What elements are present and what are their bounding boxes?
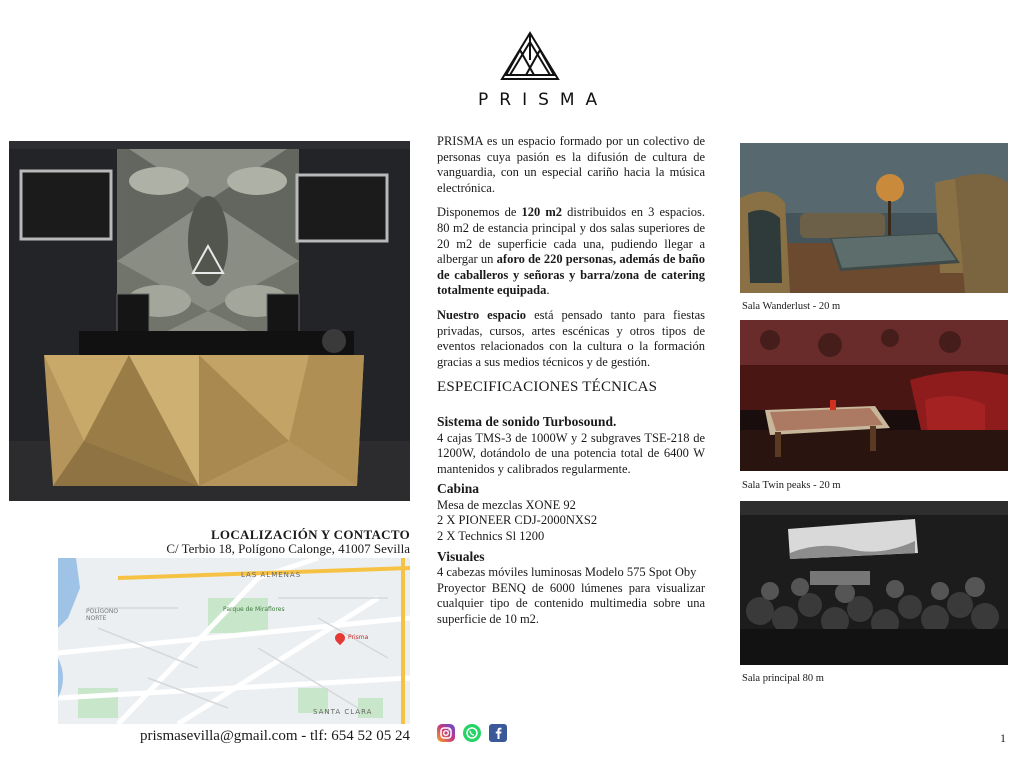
map-label-prisma: Prisma (348, 634, 369, 641)
cabina-list (437, 498, 705, 545)
contact-text: prismasevilla@gmail.com - tlf: 654 52 05 24 (139, 728, 410, 744)
list-item: 2 X PIONEER CDJ-2000NXS2 (437, 513, 598, 528)
map-label-santa-clara: SANTA CLARA (313, 708, 373, 716)
list-item: 2 X Technics Sl 1200 (437, 529, 545, 544)
location-heading: LOCALIZACIÓN Y CONTACTO (210, 527, 410, 542)
sound-text: 4 cajas TMS-3 de 1000W y 2 subgraves TSE-218 de 1200W, dotándolo de una potencia total de 6400 W mantenidos y calibrados regularmente. (437, 430, 705, 476)
intro-paragraph: PRISMA es un espacio formado por un colectivo de personas cuya pasión es la difusión de cultura de vanguardia, con un especial cariño hacia la música electrónica. (437, 134, 705, 195)
instagram-icon[interactable] (437, 724, 455, 742)
list-item: Proyector BENQ de 6000 lúmenes para visualizar cualquier tipo de contenido multimedia sobre una superficie de 10 m2. (437, 580, 705, 627)
wanderlust-room-photo (740, 143, 1008, 293)
list-item: Mesa de mezclas XONE 92 (437, 497, 576, 512)
page-number: 1 (1000, 731, 1006, 745)
dj-booth-photo (9, 141, 410, 501)
twin-peaks-room-photo (740, 320, 1008, 471)
specs-title: ESPECIFICACIONES TÉCNICAS (437, 379, 658, 396)
whatsapp-icon[interactable] (463, 724, 481, 742)
facebook-icon[interactable] (489, 724, 507, 742)
photo-caption: Sala Wanderlust - 20 m (742, 301, 841, 312)
map-label-parque: Parque de Miraflores (223, 606, 285, 613)
photo-caption: Sala principal 80 m (742, 673, 824, 684)
photo-caption: Sala Twin peaks - 20 m (742, 480, 841, 491)
brand-name: PRISMA (478, 90, 609, 110)
description-column (437, 134, 705, 637)
triangle-logo-icon (498, 30, 562, 82)
address-text: C/ Terbio 18, Polígono Calonge, 41007 Sevilla (166, 541, 410, 556)
list-item: 4 cabezas móviles luminosas Modelo 575 Spot Oby (437, 565, 697, 580)
map-label-almenas: LAS ALMENAS (241, 571, 302, 579)
cabina-title: Cabina (437, 481, 480, 497)
map-label-poligono: POLÍGONO NORTE (86, 608, 119, 622)
main-room-photo (740, 501, 1008, 665)
usage-paragraph: Nuestro espacio está pensado tanto para fiestas privadas, cursos, artes escénicas y otros tipos de eventos relacionados con la cultura o la formación gracias a sus medios técnicos y de gestión. (437, 307, 705, 369)
location-map[interactable] (58, 558, 410, 724)
social-icons (437, 724, 517, 744)
capacity-paragraph: Disponemos de 120 m2 distribuidos en 3 espacios. 80 m2 de estancia principal y dos salas superiores de 20 m2 de superficie cada una, pudiendo llegar a albergar un aforo de 220 personas, además de baño de caballeros y señoras y barra/zona de catering totalmente equipada. (437, 205, 705, 298)
sound-title: Sistema de sonido Turbosound. (437, 413, 617, 429)
visuales-title: Visuales (437, 548, 485, 564)
prisma-logo (467, 30, 609, 110)
